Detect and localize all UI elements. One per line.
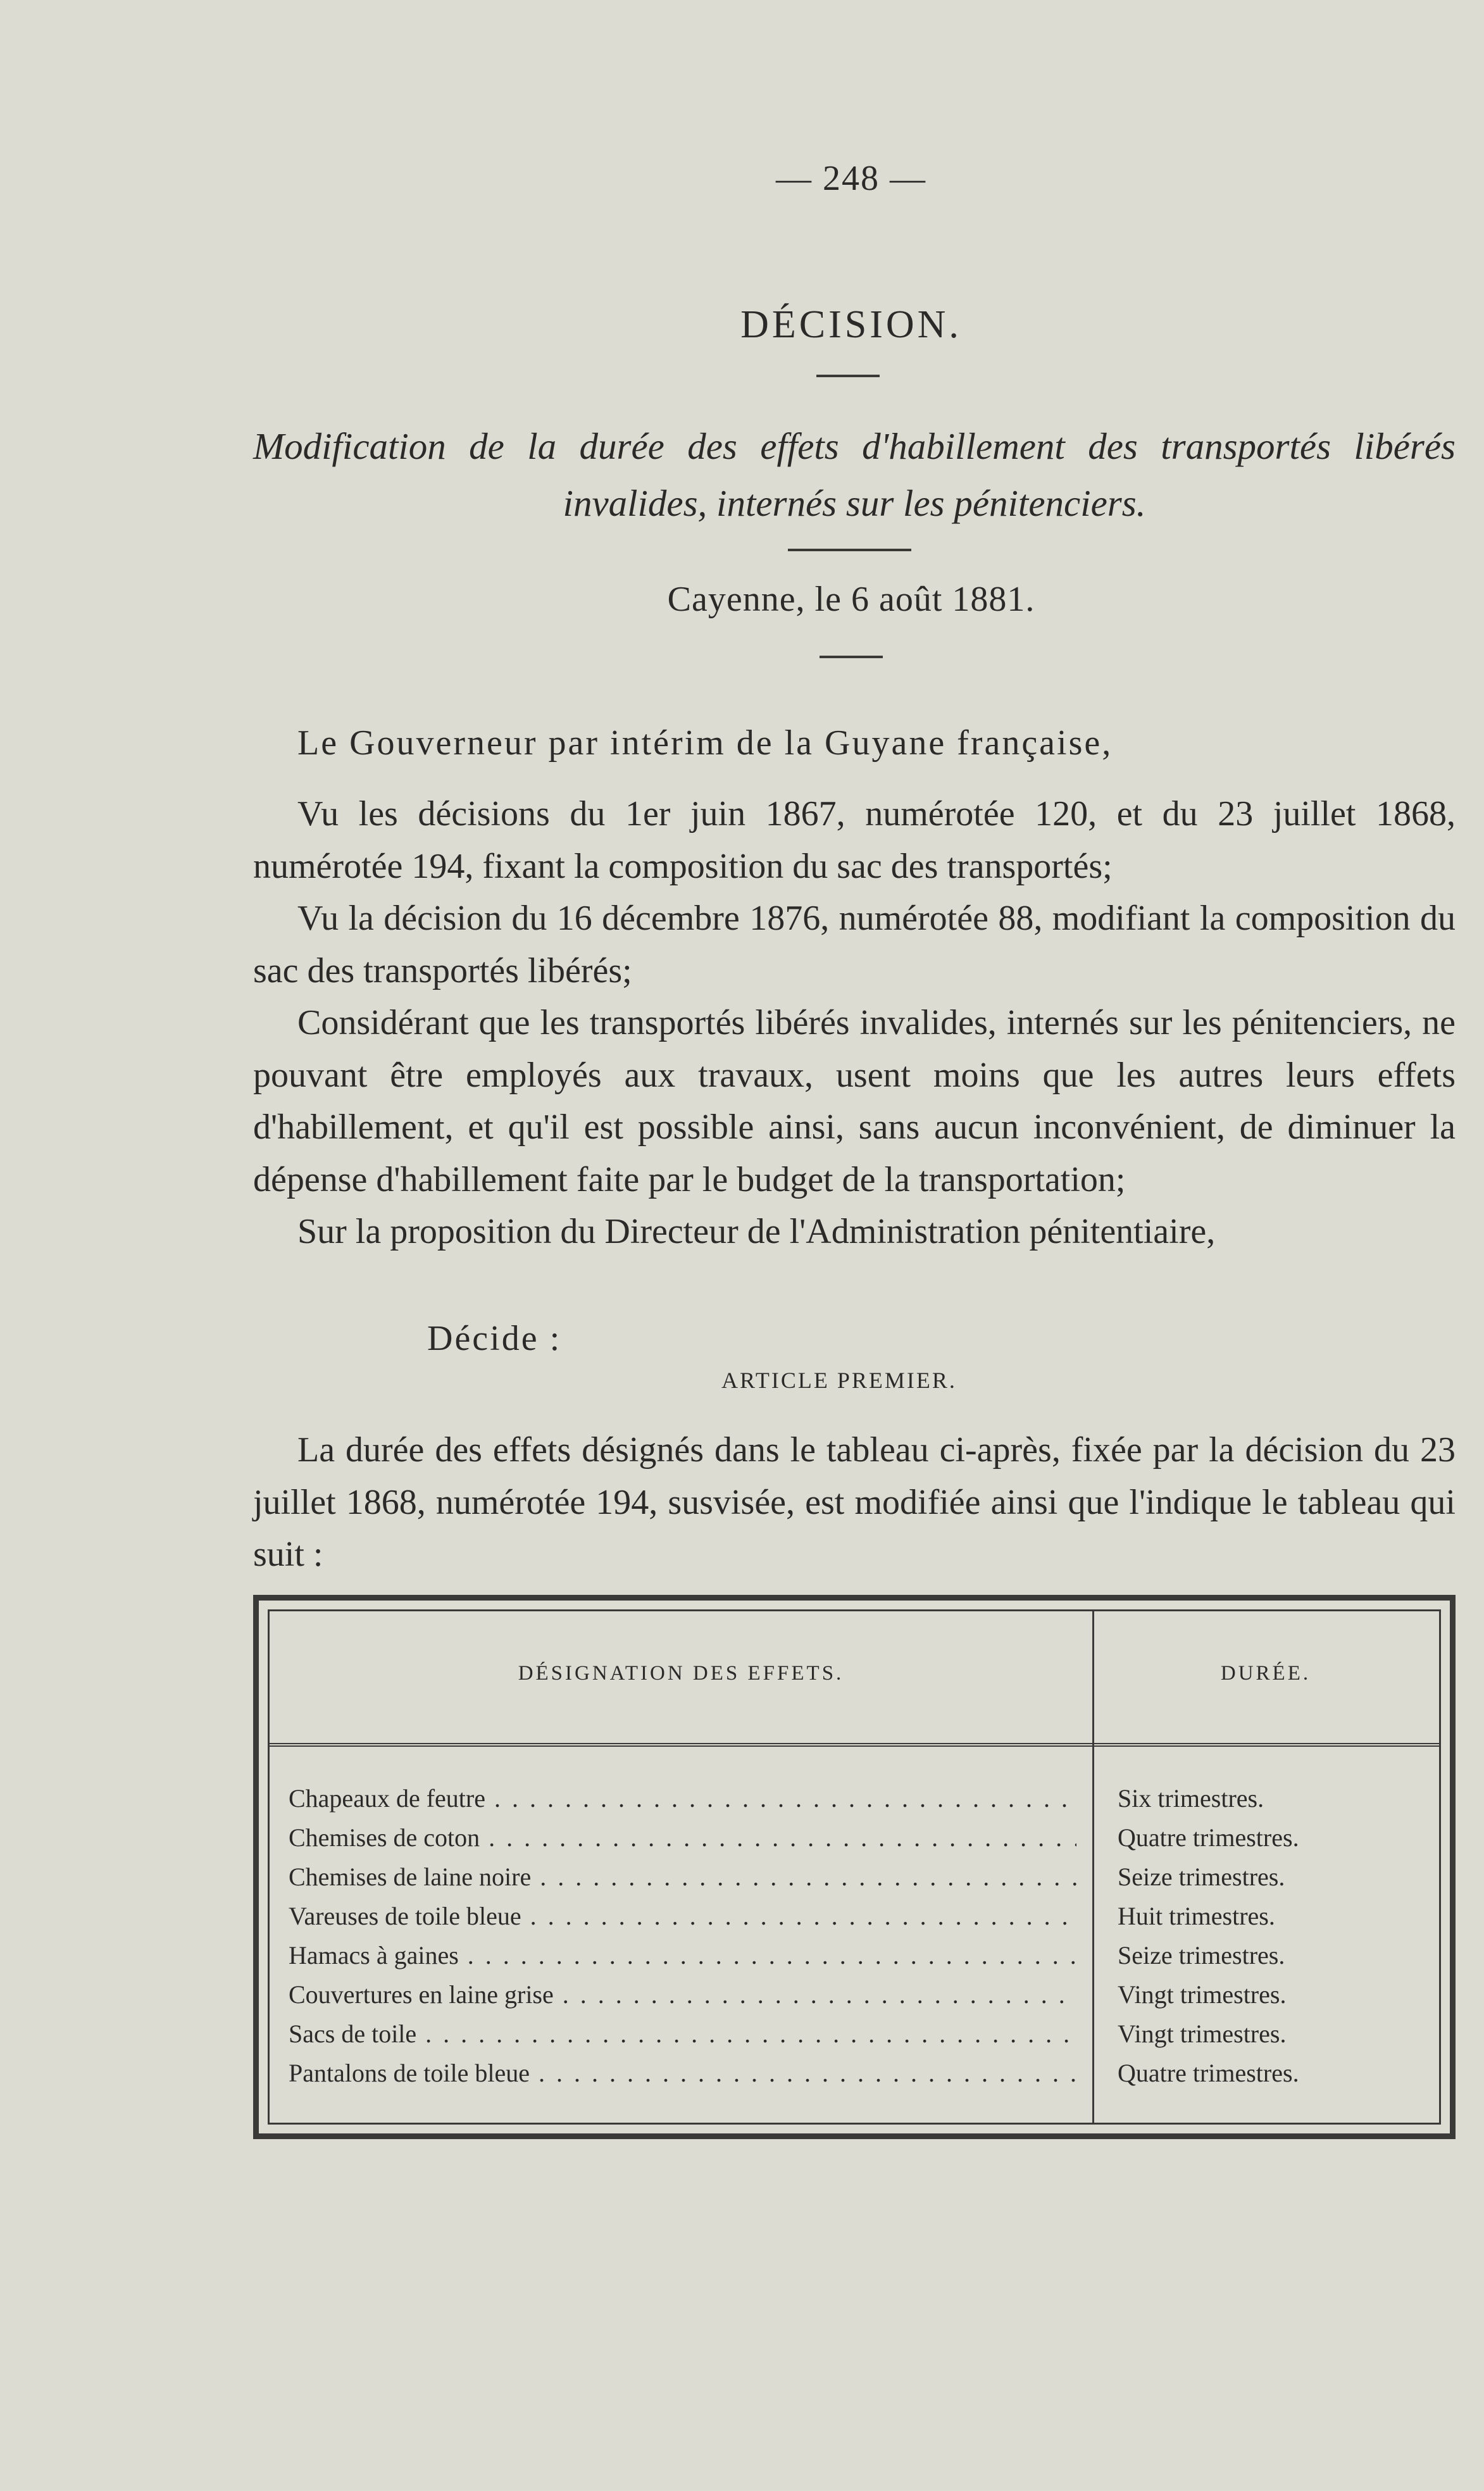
article-heading: ARTICLE PREMIER. bbox=[721, 1368, 957, 1393]
item-duration: Quatre trimestres. bbox=[1118, 1823, 1299, 1852]
document-title: DÉCISION. bbox=[740, 303, 962, 346]
table-inner-border bbox=[268, 1609, 1441, 2125]
title-rule bbox=[816, 375, 880, 377]
subtitle-rule bbox=[788, 549, 911, 551]
table-row bbox=[270, 1980, 1439, 2019]
dateline: Cayenne, le 6 août 1881. bbox=[667, 580, 1035, 619]
effects-table bbox=[253, 1595, 1456, 2139]
item-duration: Quatre trimestres. bbox=[1118, 2059, 1299, 2087]
item-name: Pantalons de toile bleue . . . bbox=[289, 2058, 1076, 2088]
page-number: — 248 — bbox=[776, 159, 926, 198]
item-duration: Huit trimestres. bbox=[1118, 1902, 1275, 1930]
item-duration: Six trimestres. bbox=[1118, 1784, 1264, 1813]
item-name: Vareuses de toile bleue . . . bbox=[289, 1901, 1076, 1931]
preamble-paragraph: Vu la décision du 16 décembre 1876, numérotée 88, modifiant la composition du sac des transportés libérés; bbox=[253, 899, 1456, 990]
table-row bbox=[270, 1783, 1439, 1823]
article-body bbox=[253, 1424, 1456, 1581]
item-duration: Seize trimestres. bbox=[1118, 1941, 1285, 1970]
item-name: Chemises de coton . . . bbox=[289, 1823, 1076, 1852]
article-paragraph: La durée des effets désignés dans le tableau ci-après, fixée par la décision du 23 juillet 1868, numérotée 194, susvisée, est modifiée ainsi que l'indique le tableau qui suit : bbox=[253, 1430, 1456, 1574]
item-name: Chapeaux de feutre . . . bbox=[289, 1783, 1076, 1813]
preamble bbox=[253, 788, 1456, 1258]
table-row bbox=[270, 1823, 1439, 1862]
issuing-authority: Le Gouverneur par intérim de la Guyane française, bbox=[297, 723, 1113, 763]
table-row bbox=[270, 2058, 1439, 2097]
table-body bbox=[270, 1783, 1439, 2097]
table-row bbox=[270, 1940, 1439, 1980]
item-name: Couvertures en laine grise . . . bbox=[289, 1980, 1076, 2009]
preamble-paragraph: Vu les décisions du 1er juin 1867, numérotée 120, et du 23 juillet 1868, numérotée 194, fixant la composition du sac des transportés; bbox=[253, 794, 1456, 886]
table-row bbox=[270, 1862, 1439, 1901]
document-subtitle bbox=[253, 418, 1456, 532]
item-name: Sacs de toile . . . bbox=[289, 2019, 1076, 2049]
item-duration: Seize trimestres. bbox=[1118, 1863, 1285, 1891]
item-duration: Vingt trimestres. bbox=[1118, 1980, 1287, 2009]
subtitle-line-2: invalides, internés sur les pénitenciers. bbox=[563, 482, 1146, 524]
item-name: Hamacs à gaines . . . bbox=[289, 1940, 1076, 1970]
header-duration: DURÉE. bbox=[1220, 1662, 1311, 1685]
subtitle-line-1: Modification de la durée des effets d'habillement des transportés libérés bbox=[253, 425, 1456, 467]
preamble-paragraph: Considérant que les transportés libérés invalides, internés sur les pénitenciers, ne pouvant être employés aux travaux, usent moins que les autres leurs effets d'habillement, et qu'il est possible ainsi, sans aucun inconvénient, de diminuer la dépense d'habillement faite par le budget de la transportation; bbox=[253, 1003, 1456, 1199]
preamble-paragraph: Sur la proposition du Directeur de l'Administration pénitentiaire, bbox=[297, 1212, 1216, 1251]
item-duration: Vingt trimestres. bbox=[1118, 2020, 1287, 2048]
dateline-rule bbox=[820, 656, 883, 658]
decision-clause: Décide : bbox=[427, 1319, 562, 1358]
item-name: Chemises de laine noire . . . bbox=[289, 1862, 1076, 1892]
header-designation: DÉSIGNATION DES EFFETS. bbox=[518, 1662, 844, 1685]
table-row bbox=[270, 1901, 1439, 1940]
table-row bbox=[270, 2019, 1439, 2058]
header-rule bbox=[270, 1743, 1439, 1747]
